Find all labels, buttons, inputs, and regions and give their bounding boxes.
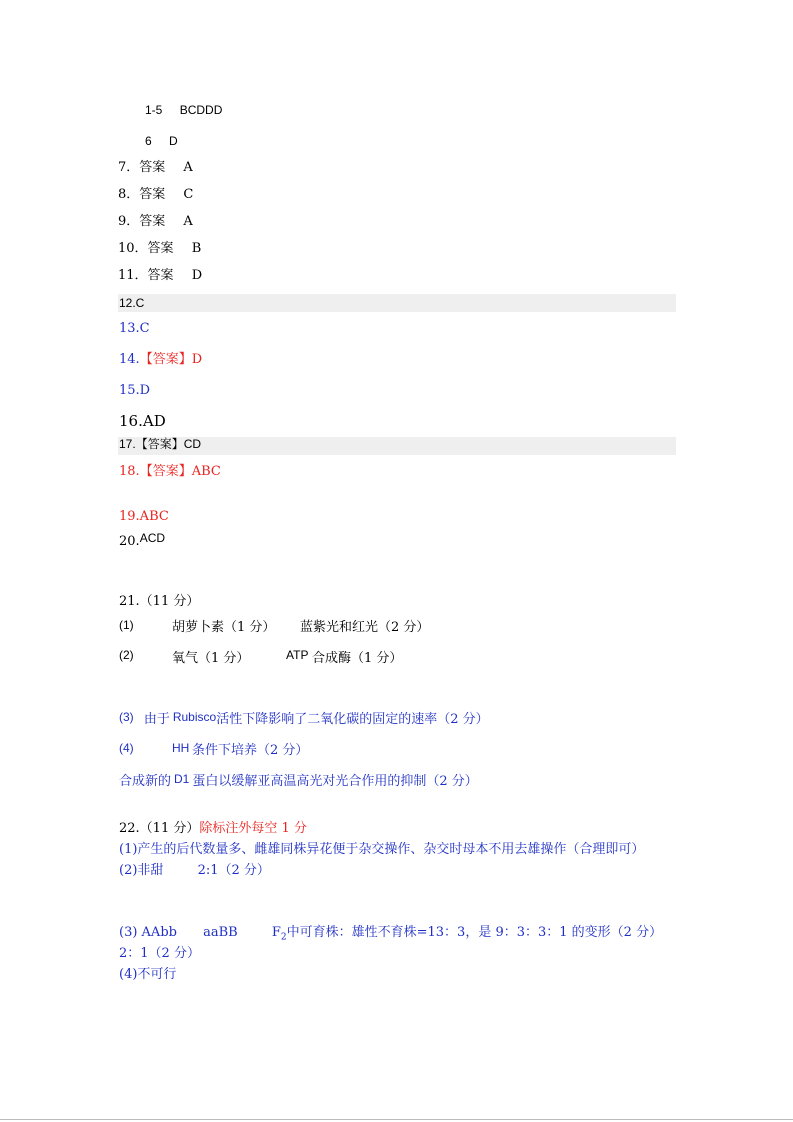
part-answer-b: aaBB bbox=[203, 925, 238, 940]
q22-title: 22.（11 分） bbox=[119, 821, 200, 836]
answer-label: 8．答案 bbox=[118, 187, 166, 202]
part-text-post: 蛋白以缓解亚高温高光对光合作用的抑制（2 分） bbox=[192, 774, 478, 789]
answer-value: D bbox=[191, 268, 203, 283]
answer-18 bbox=[119, 465, 221, 478]
answer-value: CD bbox=[183, 437, 202, 451]
part-answer-b: 合成酶（1 分） bbox=[312, 651, 403, 666]
part-answer-c-text: 中可育株：雄性不育株=13：3，是 9：3：3：1 的变形（2 分） bbox=[286, 925, 663, 940]
answer-value: D bbox=[169, 134, 178, 148]
part-answer-a: (2)非甜 bbox=[119, 863, 164, 878]
answer-value: A bbox=[183, 160, 193, 175]
f2-subscript: 2 bbox=[280, 932, 287, 943]
answer-label: 7．答案 bbox=[118, 160, 166, 175]
part-number: (2) bbox=[119, 648, 134, 662]
q21-part-5 bbox=[119, 773, 478, 788]
part-text-pre: 合成新的 bbox=[119, 774, 172, 789]
part-answer-a: 胡萝卜素（1 分） bbox=[172, 620, 276, 635]
answer-6 bbox=[145, 135, 178, 147]
answer-label: 11．答案 bbox=[118, 268, 174, 283]
answer-label: 9．答案 bbox=[118, 214, 166, 229]
q22-note: 除标注外每空 1 分 bbox=[199, 821, 307, 836]
q22-part-3 bbox=[119, 926, 662, 943]
answer-label: 1-5 bbox=[145, 103, 163, 117]
answer-17 bbox=[119, 438, 201, 450]
answer-value: ACD bbox=[139, 531, 166, 545]
answer-12: 12.C bbox=[119, 296, 145, 310]
answer-16: 16.AD bbox=[119, 412, 166, 430]
q22-part-2 bbox=[119, 864, 270, 877]
q21-heading: 21.（11 分） bbox=[119, 594, 200, 609]
q22-part-1: (1)产生的后代数量多、雌雄同株异花便于杂交操作、杂交时母本不用去雄操作（合理即可） bbox=[119, 842, 645, 857]
q21-part-1 bbox=[119, 618, 430, 635]
hh-label: HH bbox=[172, 741, 190, 755]
part-answer-a: (3) AAbb bbox=[119, 925, 177, 940]
part-text-pre: 由于 bbox=[143, 712, 170, 727]
answer-1-5 bbox=[145, 104, 222, 116]
part-text: 条件下培养（2 分） bbox=[192, 743, 309, 758]
rubisco-label: Rubisco bbox=[172, 710, 217, 724]
answer-9 bbox=[118, 215, 193, 228]
answer-20 bbox=[119, 532, 165, 548]
answer-tag: 【答案】ABC bbox=[139, 464, 221, 479]
part-number: (4) bbox=[119, 741, 134, 755]
q21-part-2 bbox=[119, 648, 403, 666]
answer-label: 6 bbox=[145, 134, 152, 148]
part-answer-b: 蓝紫光和红光（2 分） bbox=[300, 620, 430, 635]
q21-part-4 bbox=[119, 741, 309, 758]
answer-value: C bbox=[183, 187, 194, 202]
d1-label: D1 bbox=[174, 772, 190, 786]
atp-label: ATP bbox=[286, 648, 309, 662]
page-bottom-rule bbox=[0, 1119, 793, 1120]
q22-heading bbox=[119, 822, 307, 835]
answer-tag: 【答案】D bbox=[139, 352, 203, 367]
answer-label: 10．答案 bbox=[118, 241, 174, 256]
answer-tag: 【答案】 bbox=[135, 437, 184, 451]
q22-part-4: (4)不可行 bbox=[119, 967, 177, 982]
q22-part-3-extra: 2：1（2 分） bbox=[119, 946, 200, 961]
answer-number: 20. bbox=[119, 534, 140, 549]
answer-number: 17. bbox=[119, 437, 136, 451]
answer-value: B bbox=[191, 241, 202, 256]
part-text-post: 活性下降影响了二氧化碳的固定的速率（2 分） bbox=[216, 712, 489, 727]
answer-13: 13.C bbox=[119, 321, 150, 336]
answer-value: A bbox=[183, 214, 193, 229]
answer-11 bbox=[118, 269, 202, 282]
part-answer-a: 氧气（1 分） bbox=[172, 651, 250, 666]
part-answer-c bbox=[271, 925, 663, 943]
answer-8 bbox=[118, 188, 193, 201]
q21-part-3 bbox=[119, 711, 489, 726]
answer-value: BCDDD bbox=[179, 103, 223, 117]
answer-19: 19.ABC bbox=[119, 509, 169, 524]
part-answer-b: 2:1（2 分） bbox=[197, 863, 270, 878]
f2-letter: F bbox=[271, 925, 281, 940]
answer-14 bbox=[119, 353, 202, 366]
highlight-bar-17 bbox=[118, 437, 676, 455]
answer-15: 15.D bbox=[119, 383, 151, 398]
highlight-bar-12 bbox=[118, 294, 676, 312]
answer-number: 14. bbox=[119, 352, 140, 367]
answer-number: 18. bbox=[119, 464, 140, 479]
part-number: (3) bbox=[119, 710, 134, 724]
part-number: (1) bbox=[119, 618, 134, 632]
answer-10 bbox=[118, 242, 201, 255]
answer-7 bbox=[118, 161, 193, 174]
